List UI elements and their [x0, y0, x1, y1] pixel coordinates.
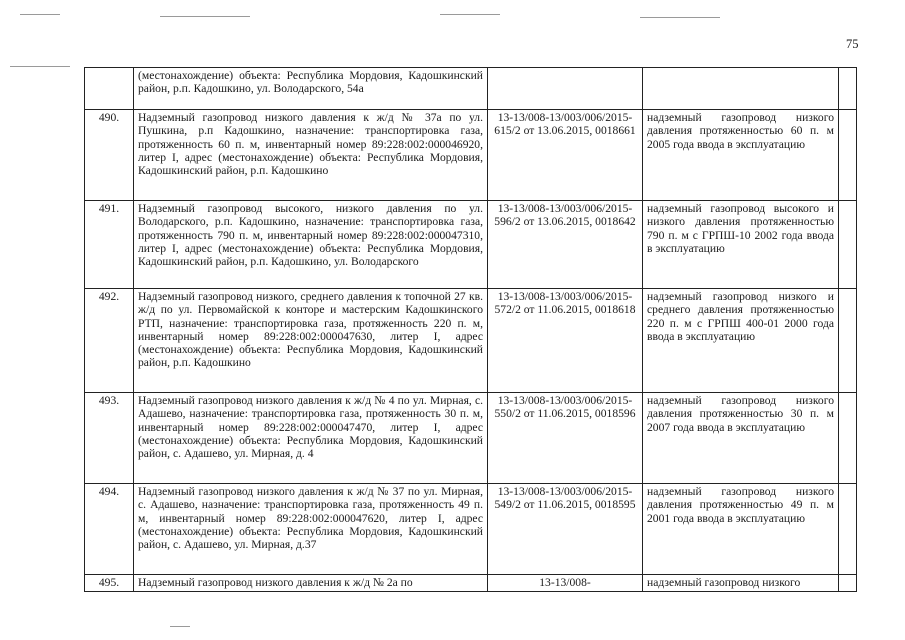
table-row	[85, 289, 857, 393]
row-number: 491.	[85, 201, 134, 289]
table-row	[85, 201, 857, 289]
row-number: 490.	[85, 110, 134, 201]
object-description: Надземный газопровод низкого давления к ж/д № 2а по	[134, 575, 488, 592]
row-number: 495.	[85, 575, 134, 592]
extra-column	[839, 201, 857, 289]
scan-artifact	[10, 66, 70, 67]
scan-artifact	[640, 17, 720, 18]
scan-artifact	[170, 626, 190, 627]
registration-record	[488, 68, 643, 110]
table-row	[85, 575, 857, 592]
object-specification: надземный газопровод низкого	[643, 575, 839, 592]
scan-artifact	[20, 14, 60, 15]
object-description: (местонахождение) объекта: Республика Мордовия, Кадошкинский район, р.п. Кадошкино, ул. Володарского, 54а	[134, 68, 488, 110]
object-description: Надземный газопровод низкого, среднего давления к топочной 27 кв. ж/д по ул. Первомайской к конторе и мастерским Кадошкинского РТП, назначение: транспортировка газа, протяженность 220 п. м, инвентарный номер 89:228:002:000047630, литер I, адрес (местонахождение) объекта: Республика Мордовия, Кадошкинский район, р.п. Кадошкино	[134, 289, 488, 393]
extra-column	[839, 484, 857, 575]
registry-table	[84, 67, 857, 592]
object-description: Надземный газопровод низкого давления к ж/д № 37а по ул. Пушкина, р.п Кадошкино, назначение: транспортировка газа, протяженность 60 п. м, инвентарный номер 89:228:002:000046920, литер I, адрес (местонахождение) объекта: Республика Мордовия, Кадошкинский район, р.п. Кадошкино	[134, 110, 488, 201]
table-row	[85, 68, 857, 110]
registration-record: 13-13/008-13/003/006/2015-572/2 от 11.06.2015, 0018618	[488, 289, 643, 393]
scan-artifact	[440, 14, 500, 15]
table-row	[85, 110, 857, 201]
row-number: 494.	[85, 484, 134, 575]
registration-record: 13-13/008-	[488, 575, 643, 592]
extra-column	[839, 393, 857, 484]
object-description: Надземный газопровод низкого давления к ж/д № 4 по ул. Мирная, с. Адашево, назначение: транспортировка газа, протяженность 30 п. м, инвентарный номер 89:228:002:000047470, литер I, адрес (местонахождение) объекта: Республика Мордовия, Кадошкинский район, с. Адашево, ул. Мирная, д. 4	[134, 393, 488, 484]
object-specification: надземный газопровод низкого и среднего давления протяженностью 220 п. м с ГРПШ 400-01 2000 года ввода в эксплуатацию	[643, 289, 839, 393]
page-number: 75	[846, 37, 859, 51]
registration-record: 13-13/008-13/003/006/2015-550/2 от 11.06.2015, 0018596	[488, 393, 643, 484]
object-specification: надземный газопровод низкого давления протяженностью 60 п. м 2005 года ввода в эксплуатацию	[643, 110, 839, 201]
object-description: Надземный газопровод низкого давления к ж/д № 37 по ул. Мирная, с. Адашево, назначение: транспортировка газа, протяженность 49 п. м, инвентарный номер 89:228:002:000047620, литер I, адрес (местонахождение) объекта: Республика Мордовия, Кадошкинский район, с. Адашево, ул. Мирная, д.37	[134, 484, 488, 575]
scan-artifact	[160, 16, 250, 17]
row-number: 493.	[85, 393, 134, 484]
registration-record: 13-13/008-13/003/006/2015-549/2 от 11.06.2015, 0018595	[488, 484, 643, 575]
row-number: 492.	[85, 289, 134, 393]
table-row	[85, 484, 857, 575]
object-specification	[643, 68, 839, 110]
registration-record: 13-13/008-13/003/006/2015-596/2 от 13.06.2015, 0018642	[488, 201, 643, 289]
object-description: Надземный газопровод высокого, низкого давления по ул. Володарского, р.п. Кадошкино, назначение: транспортировка газа, протяженность 790 п. м, инвентарный номер 89:228:002:000047310, литер I, адрес (местонахождение) объекта: Республика Мордовия, Кадошкинский район, р.п. Кадошкино, ул. Володарского	[134, 201, 488, 289]
object-specification: надземный газопровод низкого давления протяженностью 49 п. м 2001 года ввода в эксплуатацию	[643, 484, 839, 575]
extra-column	[839, 575, 857, 592]
table-row	[85, 393, 857, 484]
extra-column	[839, 289, 857, 393]
registration-record: 13-13/008-13/003/006/2015-615/2 от 13.06.2015, 0018661	[488, 110, 643, 201]
object-specification: надземный газопровод низкого давления протяженностью 30 п. м 2007 года ввода в эксплуатацию	[643, 393, 839, 484]
object-specification: надземный газопровод высокого и низкого давления протяженностью 790 п. м с ГРПШ-10 2002 года ввода в эксплуатацию	[643, 201, 839, 289]
row-number	[85, 68, 134, 110]
extra-column	[839, 68, 857, 110]
extra-column	[839, 110, 857, 201]
